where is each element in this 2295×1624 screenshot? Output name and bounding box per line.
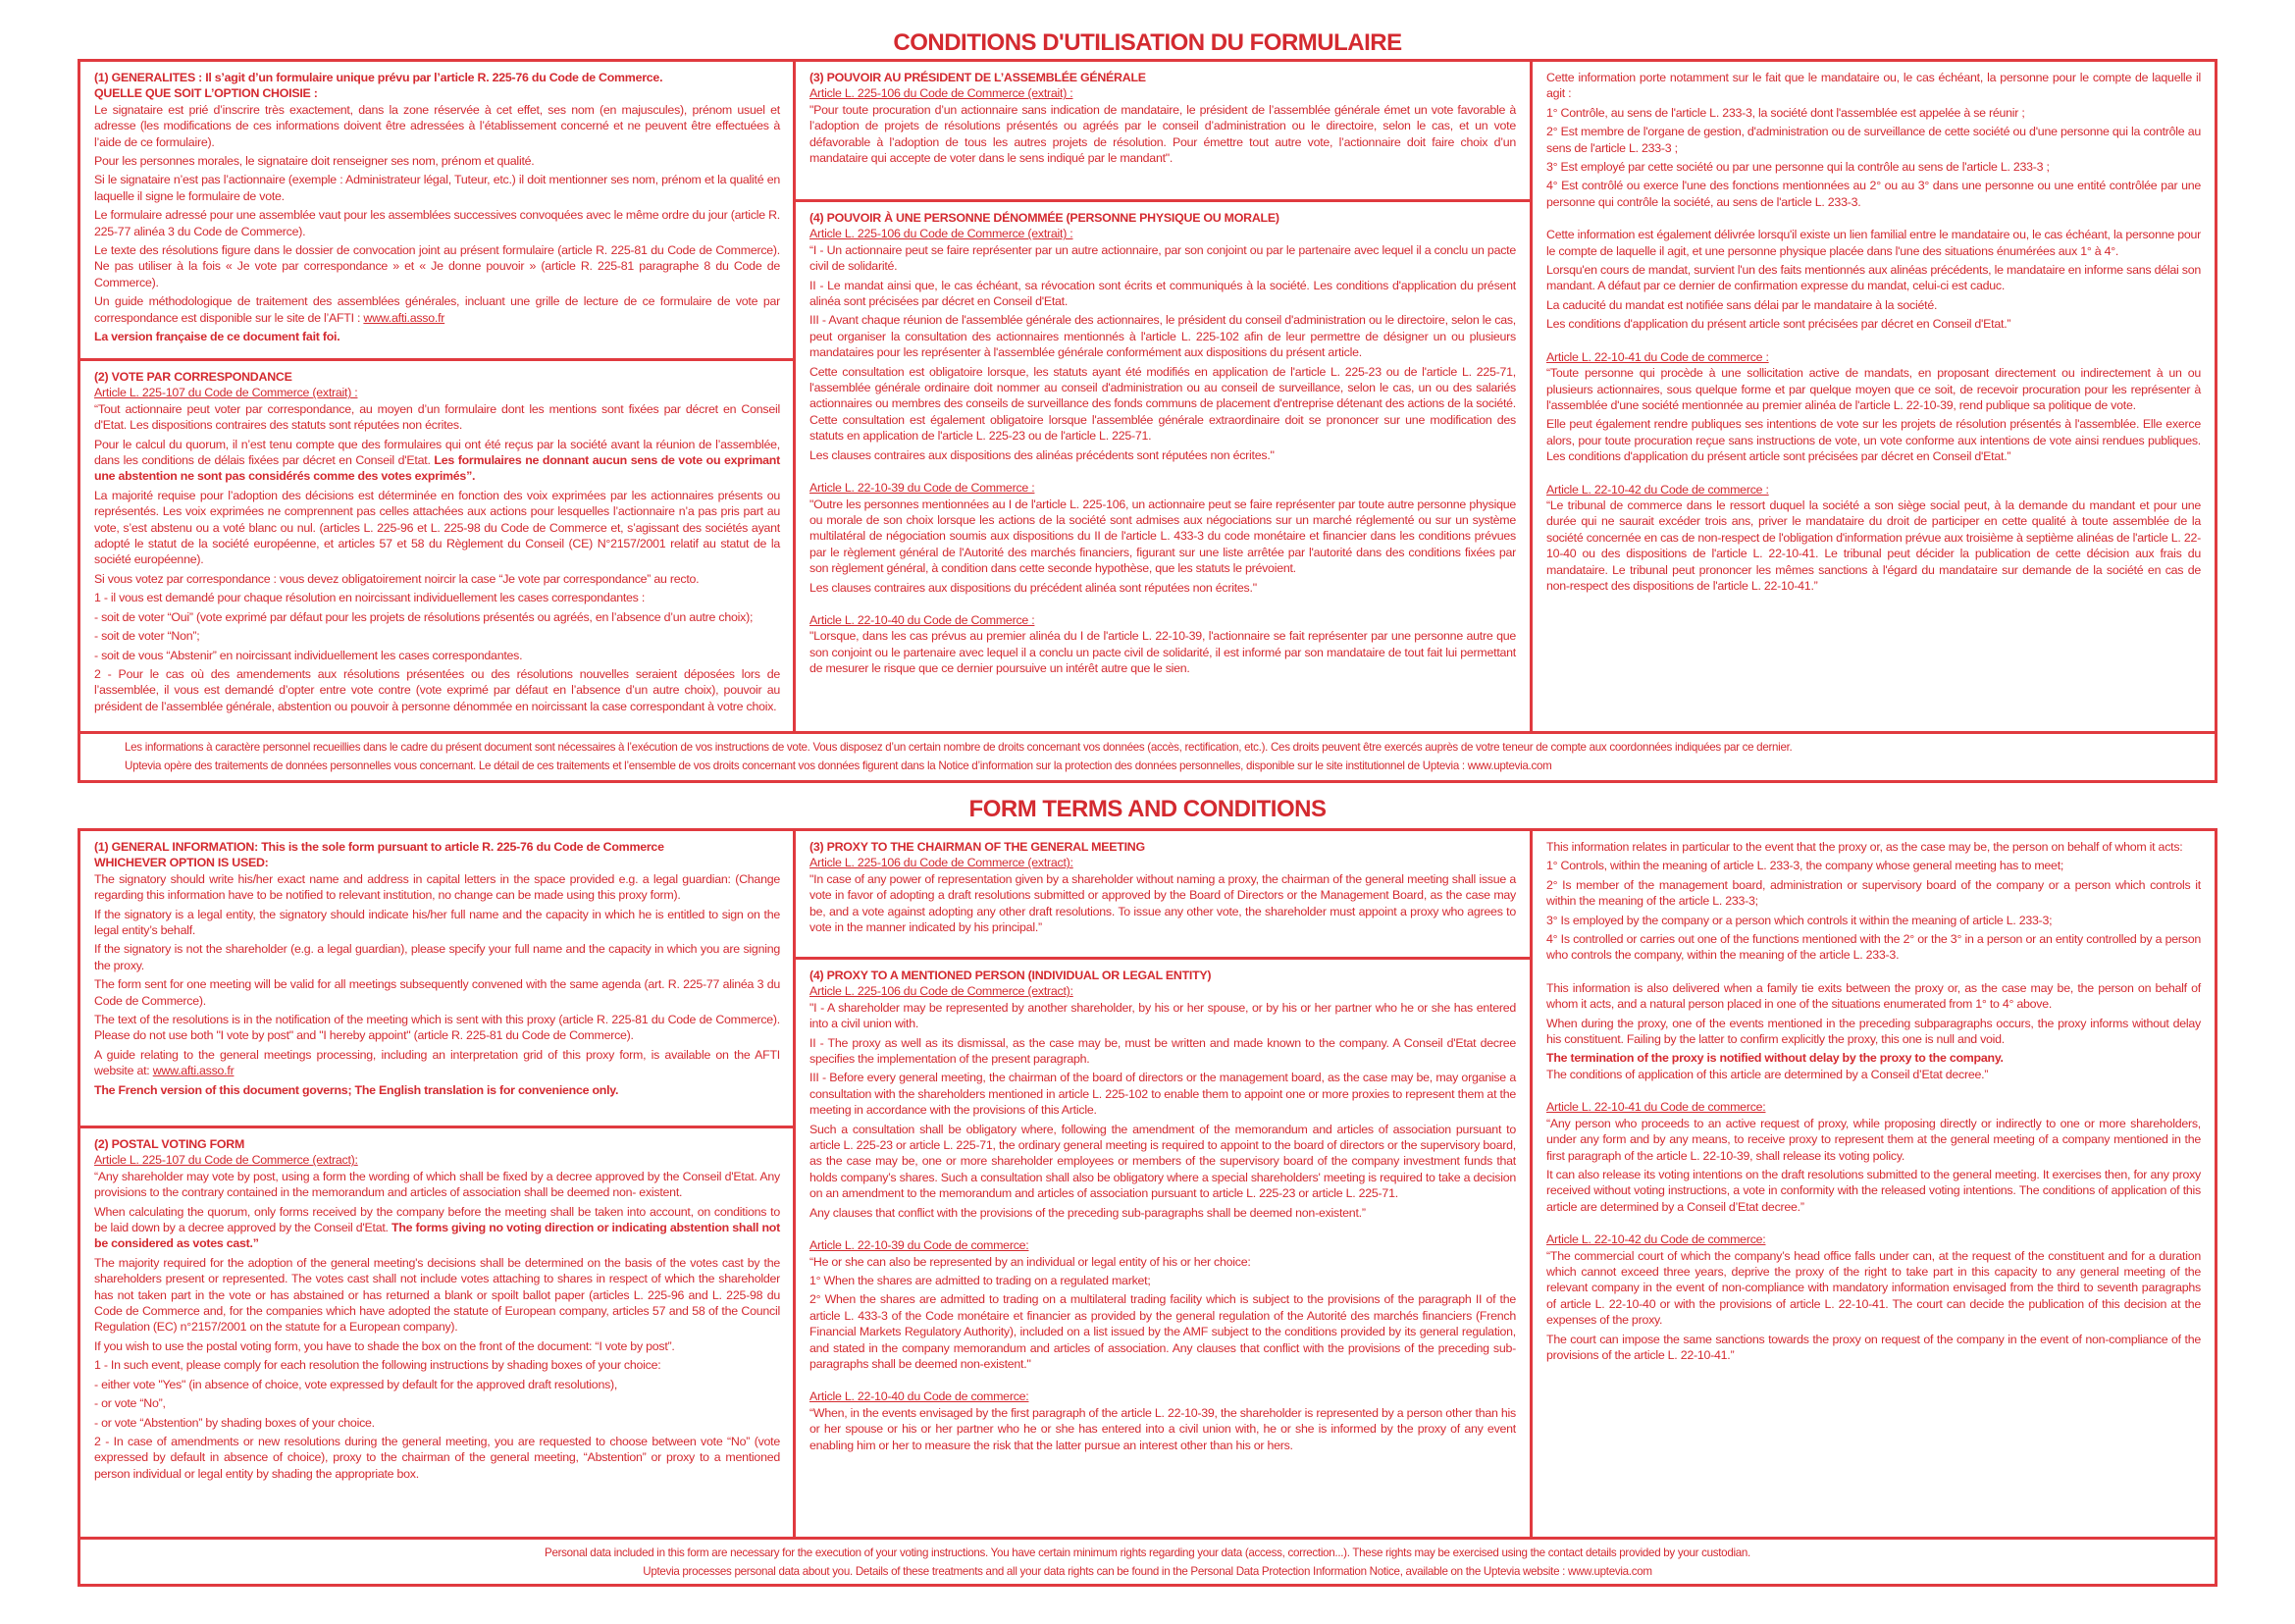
article-reference: Article L. 225-106 du Code de Commerce (extract):	[809, 984, 1073, 999]
paragraph: 2° Est membre de l'organe de gestion, d'administration ou de surveillance de cette société ou d'une personne qui la contrôle au sens de l'article L. 233-3 ;	[1546, 125, 2201, 155]
paragraph: The form sent for one meeting will be valid for all meetings subsequently convened with the same agenda (art. R. 225-77 alinéa 3 du Code de Commerce).	[94, 977, 780, 1008]
text: Un guide méthodologique de traitement des assemblées générales, incluant une grille de lecture de ce formulaire de vote par correspondance est disponible sur le site de l’AFTI :	[94, 294, 780, 325]
section-heading: (4) PROXY TO A MENTIONED PERSON (INDIVIDUAL OR LEGAL ENTITY)	[809, 969, 1212, 982]
paragraph: II - Le mandat ainsi que, le cas échéant, sa révocation sont écrits et communiqués à la société. Les conditions d'application du présent alinéa sont précisées par décret en Conseil d'Etat.	[809, 278, 1516, 309]
paragraph: Any clauses that conflict with the provisions of the preceding sub-paragraphs shall be deemed non-existent.”	[809, 1205, 1366, 1220]
article-reference: Article L. 22-10-39 du Code de Commerce :	[809, 481, 1035, 496]
afti-website-link[interactable]: www.afti.asso.fr	[152, 1064, 235, 1078]
paragraph: The conditions of application of this article are determined by a Conseil d’Etat decree.”	[1546, 1067, 1989, 1081]
section-heading: La version française de ce document fait foi.	[94, 330, 340, 344]
paragraph: 1 - In such event, please comply for each resolution the following instructions by shading boxes of your choice:	[94, 1358, 661, 1373]
paragraph: It can also release its voting intentions on the draft resolutions submitted to the general meeting. It exercises then, for any proxy received without voting instructions, a vote in conformity with the released voting intentions. The conditions of application of this article are determined by a Conseil d’Etat decree.”	[1546, 1167, 2201, 1214]
section-heading: The French version of this document governs; The English translation is for convenience only.	[94, 1082, 619, 1097]
section-heading: (3) PROXY TO THE CHAIRMAN OF THE GENERAL MEETING	[809, 840, 1145, 854]
article-reference: Article L. 22-10-40 du Code de Commerce :	[809, 612, 1035, 627]
paragraph: 1° When the shares are admitted to trading on a regulated market;	[809, 1273, 1151, 1287]
paragraph: 2 - Pour le cas où des amendements aux résolutions présentées ou des résolutions nouvelles seraient déposées lors de l’assemblée, il vous est demandé d’opter entre vote contre (vote exprimé par défaut en l’absence d’un autre choix), pouvoir au président de l’assemblée générale, abstention ou pouvoir à personne dénommée en noircissant la case correspondant à votre choix.	[94, 666, 780, 713]
paragraph: 2° When the shares are admitted to trading on a multilateral trading facility which is subject to the provisions of the paragraph II of the article L. 433-3 of the Code monétaire et financier as provided by the general regulation of the Autorité des marchés financiers (French Financial Markets Regulatory Authority), included on a list issued by the AMF subject to the conditions provided by its general regulation, and stated in the company memorandum and articles of association. Any clauses that conflict with the provisions of the preceding sub-paragraphs shall be deemed non-existent."	[809, 1292, 1516, 1371]
paragraph: Le texte des résolutions figure dans le dossier de convocation joint au présent formulaire (article R. 225-81 du Code de Commerce). Ne pas utiliser à la fois « Je vote par correspondance » et « Je donne pouvoir » (article R. 225-81 paragraphe 8 du Code de Commerce).	[94, 243, 780, 289]
paragraph: Such a consultation shall be obligatory where, following the amendment of the memorandum and articles of association pursuant to article L. 225-23 or article L. 225-71, the ordinary general meeting is required to appoint to the board of directors or the supervisory board, as the case may be, one or more shareholder employees or members of the supervisory board of the company investment funds that holds company’s shares. Such a consultation shall also be obligatory where a special shareholders' meeting is required to take a decision on an amendment to the memorandum and articles of association pursuant to article L. 225-23 or article L. 225-71.	[809, 1122, 1516, 1201]
paragraph: 1° Controls, within the meaning of article L. 233-3, the company whose general meeting has to meet;	[1546, 859, 2064, 873]
fr-section-general	[80, 62, 794, 358]
paragraph: 3° Est employé par cette société ou par une personne qui la contrôle au sens de l'article L. 233-3 ;	[1546, 160, 2050, 175]
french-section-title: CONDITIONS D'UTILISATION DU FORMULAIRE	[893, 29, 1402, 56]
spacer	[1546, 1218, 2201, 1231]
spacer	[809, 1375, 1516, 1388]
section-heading: (4) POUVOIR À UNE PERSONNE DÉNOMMÉE (PERSONNE PHYSIQUE OU MORALE)	[809, 211, 1279, 225]
paragraph: If the signatory is a legal entity, the signatory should indicate his/her full name and the capacity in which he is entitled to sign on the legal entity’s behalf.	[94, 907, 780, 938]
paragraph: This information is also delivered when a family tie exits between the proxy or, as the case may be, the person on behalf of whom it acts, and a natural person placed in one of the situations enumerated from 1° to 4° above.	[1546, 980, 2201, 1012]
spacer	[1546, 336, 2201, 349]
paragraph: The text of the resolutions is in the notification of the meeting which is sent with this proxy (article R. 225-81 du Code de Commerce). Please do not use both "I vote by post" and "I hereby appoint" (article R. 225-81 du Code de Commerce).	[94, 1013, 780, 1043]
paragraph: “Le tribunal de commerce dans le ressort duquel la société a son siège social peut, à la demande du mandant et pour une durée qui ne saurait excéder trois ans, priver le mandataire du droit de participer en cette qualité à toute assemblée de la société concernée en cas de non-respect de l'obligation d'information prévue aux troisième à septième alinéas de l'article L. 22-10-40 ou des dispositions de l'article L. 22-10-41. Le tribunal peut décider la publication de cette décision aux frais du mandataire. Le tribunal peut prononcer les mêmes sanctions à l'égard du mandataire sur demande de la société en cas de non-respect des dispositions de l'article L. 22-10-41.”	[1546, 498, 2201, 593]
paragraph: La majorité requise pour l’adoption des décisions est déterminée en fonction des voix exprimées par les actionnaires présents ou représentés. Les voix exprimées ne comprennent pas celles attachées aux actions pour lesquelles l’actionnaire n’a pas pris part au vote, s’est abstenu ou a voté blanc ou nul. (articles L. 225-96 et L. 225-98 du Code de Commerce et, s’agissant des sociétés ayant adopté le statut de la société européenne, et articles 57 et 58 du Règlement du Conseil (CE) N°2157/2001 relatif au statut de la société européenne).	[94, 488, 780, 567]
paragraph: 2° Is member of the management board, administration or supervisory board of the company or a person which controls it within the meaning of the article L. 233-3;	[1546, 877, 2201, 909]
paragraph: Cette information est également délivrée lorsqu'il existe un lien familial entre le mandataire ou, le cas échéant, la personne pour le compte de laquelle il agit, et une personne physique placée dans l'une des situations énumérées aux 1° à 4°.	[1546, 228, 2201, 258]
paragraph	[94, 437, 780, 485]
paragraph: “Toute personne qui procède à une sollicitation active de mandats, en proposant directement ou indirectement à un ou plusieurs actionnaires, sous quelque forme et par quelque moyen que ce soit, de recevoir procuration pour les représenter à l'assemblée d'une société mentionnée au premier alinéa de l'article L. 22-10-39, rend publique sa politique de vote.	[1546, 366, 2201, 412]
paragraph	[94, 1047, 780, 1079]
article-reference: Article L. 225-107 du Code de Commerce (extrait) :	[94, 386, 358, 400]
paragraph: “Any person who proceeds to an active request of proxy, while proposing directly or indirectly to one or more shareholders, under any form and by any means, to receive proxy to represent them at the general meeting of a company mentioned in the first paragraph of the article L. 22-10-39, shall release its voting policy.	[1546, 1116, 2201, 1163]
en-privacy-line: Uptevia processes personal data about you. Details of these treatments and all your data rights can be found in the Personal Data Protection Information Notice, available on the Uptevia website : www.uptevia.com	[643, 1565, 1652, 1578]
article-reference: Article L. 225-106 du Code de Commerce (extrait) :	[809, 227, 1073, 241]
paragraph: Lorsqu'en cours de mandat, survient l'un des faits mentionnés aux alinéas précédents, le mandataire en informe sans délai son mandant. A défaut par ce dernier de confirmation expresse du mandat, celui-ci est caduc.	[1546, 263, 2201, 293]
paragraph: Si vous votez par correspondance : vous devez obligatoirement noircir la case “Je vote par correspondance” au recto.	[94, 571, 700, 586]
paragraph: “He or she can also be represented by an individual or legal entity of his or her choice:	[809, 1254, 1251, 1269]
text: Pour le calcul du quorum, il n’est tenu compte que des formulaires qui ont été reçus par la société avant la réunion de l’assemblée, dans les conditions de délais fixées par décret en Conseil d'Etat.	[94, 437, 780, 468]
paragraph: Le signataire est prié d’inscrire très exactement, dans la zone réservée à cet effet, ses nom (en majuscules), prénom usuel et adresse (les modifications de ces informations doivent être adressées à l’établissement concerné et ne peuvent être effectuées à l’aide de ce formulaire).	[94, 102, 780, 149]
paragraph: "Pour toute procuration d’un actionnaire sans indication de mandataire, le président de l’assemblée générale émet un vote favorable à l’adoption de projets de résolutions présentés ou agréés par le conseil d’administration ou le directoire, selon le cas, et un vote défavorable à l’adoption de tous les autres projets de résolution. Pour émettre tout autre vote, l’actionnaire doit faire choix d’un mandataire qui accepte de voter dans le sens indiqué par le mandant".	[809, 102, 1516, 166]
en-column-1	[80, 831, 794, 1537]
paragraph: - or vote “Abstention” by shading boxes of your choice.	[94, 1415, 375, 1430]
paragraph: 2 - In case of amendments or new resolutions during the general meeting, you are requested to choose between vote “No” (vote expressed by default in absence of choice), proxy to the chairman of the general meeting, “Abstention” or proxy to a mentioned person individual or legal entity by shading the appropriate box.	[94, 1434, 780, 1481]
spacer	[1546, 1085, 2201, 1099]
section-heading: (2) VOTE PAR CORRESPONDANCE	[94, 370, 292, 384]
paragraph: Les conditions d'application du présent article sont précisées par décret en Conseil d'Etat.”	[1546, 317, 2011, 332]
section-heading: (1) GENERALITES : Il s’agit d’un formulaire unique prévu par l’article R. 225-76 du Code de Commerce.	[94, 71, 663, 84]
section-heading: QUELLE QUE SOIT L’OPTION CHOISIE :	[94, 86, 318, 101]
paragraph: Les clauses contraires aux dispositions du précédent alinéa sont réputées non écrites."	[809, 580, 1257, 595]
fr-section-articles	[1533, 62, 2215, 731]
paragraph: III - Avant chaque réunion de l'assemblée générale des actionnaires, le président du conseil d'administration ou le directoire, selon le cas, peut organiser la consultation des actionnaires mentionnés à l'article L. 225-102 afin de leur permettre de désigner un ou plusieurs mandataires pour les représenter à l'assemblée générale conformément aux dispositions du présent article.	[809, 313, 1516, 360]
section-heading: The termination of the proxy is notified without delay by the proxy to the company.	[1546, 1051, 2004, 1066]
paragraph: 1 - il vous est demandé pour chaque résolution en noircissant individuellement les cases correspondantes :	[94, 591, 646, 605]
afti-website-link[interactable]: www.afti.asso.fr	[363, 310, 445, 325]
spacer	[809, 466, 1516, 480]
paragraph: “Any shareholder may vote by post, using a form the wording of which shall be fixed by a decree approved by the Conseil d'Etat. Any provisions to the contrary contained in the memorandum and articles of association shall be deemed non- existent.	[94, 1169, 780, 1200]
paragraph: Si le signataire n’est pas l’actionnaire (exemple : Administrateur légal, Tuteur, etc.) il doit mentionner ses nom, prénom et la qualité en laquelle il signe le formulaire de vote.	[94, 173, 780, 203]
text: When calculating the quorum, only forms received by the company before the meeting shall be taken into account, on conditions to be laid down by a decree approved by the Conseil d'Etat.	[94, 1204, 780, 1235]
paragraph: - soit de voter “Oui” (vote exprimé par défaut pour les projets de résolutions présentés ou agréés, en l’absence d’un autre choix);	[94, 609, 754, 624]
paragraph: - soit de vous “Abstenir” en noircissant individuellement les cases correspondantes.	[94, 648, 523, 662]
en-section-proxy-person	[796, 960, 1530, 1537]
paragraph: - either vote "Yes" (in absence of choice, vote expressed by default for the approved draft resolutions),	[94, 1377, 618, 1391]
paragraph: The court can impose the same sanctions towards the proxy on request of the company in the event of non-compliance of the provisions of the article L. 22-10-41.”	[1546, 1332, 2201, 1362]
paragraph: “The commercial court of which the company’s head office falls under can, at the request of the constituent and for a duration which cannot exceed three years, deprive the proxy of the right to take part in this capacity to any general meeting of the relevant company in the event of non-compliance with mandatory information envisaged from the third to seventh paragraphs of article L. 22-10-40 or with the provisions of article L. 22-10-41. The court can decide the publication of this decision at the expenses of the proxy.	[1546, 1248, 2201, 1328]
english-section-title: FORM TERMS AND CONDITIONS	[968, 796, 1327, 822]
fr-column-3	[1533, 62, 2215, 731]
article-reference: Article L. 22-10-39 du Code de commerce:	[809, 1238, 1029, 1253]
fr-section-postal-vote	[80, 361, 794, 731]
en-section-general	[80, 831, 794, 1126]
bold-text: Les formulaires ne donnant aucun sens de vote ou exprimant une abstention ne sont pas considérés comme des votes exprimés”.	[94, 453, 780, 484]
article-reference: Article L. 225-106 du Code de Commerce (extract):	[809, 856, 1073, 870]
article-reference: Article L. 22-10-42 du Code de commerce :	[1546, 482, 1769, 497]
paragraph	[94, 1204, 780, 1252]
paragraph: Elle peut également rendre publiques ses intentions de vote sur les projets de résolution présentés à l'assemblée. Elle exerce alors, pour toute procuration reçue sans instructions de vote, un vote conforme aux intentions de vote ainsi rendues publiques. Les conditions d'application du présent article sont précisées par décret en Conseil d'Etat.”	[1546, 417, 2201, 464]
text: A guide relating to the general meetings processing, including an interpretation grid of this proxy form, is available on the AFTI website at:	[94, 1047, 780, 1078]
paragraph: Les clauses contraires aux dispositions des alinéas précédents sont réputées non écrites."	[809, 447, 1275, 462]
en-privacy-notice	[78, 1540, 2217, 1587]
fr-privacy-line: Les informations à caractère personnel recueillies dans le cadre du présent document sont nécessaires à l’exécution de vos instructions de vote. Vous disposez d’un certain nombre de droits concernant vos données (accès, rectification, etc.). Ces droits peuvent être exercés auprès de votre teneur de compte aux coordonnées indiquées par ce dernier.	[125, 741, 1793, 754]
paragraph: “Tout actionnaire peut voter par correspondance, au moyen d’un formulaire dont les mentions sont fixées par décret en Conseil d'Etat. Les dispositions contraires des statuts sont réputées non écrites.	[94, 401, 780, 433]
paragraph: La caducité du mandat est notifiée sans délai par le mandataire à la société.	[1546, 297, 1938, 312]
french-terms-frame	[78, 59, 2217, 734]
paragraph: 4° Is controlled or carries out one of the functions mentioned with the 2° or the 3° in a person or an entity controlled by a person who controls the company, within the meaning of the article L. 233-3.	[1546, 932, 2201, 963]
paragraph: - soit de voter “Non”;	[94, 629, 200, 644]
paragraph: When during the proxy, one of the events mentioned in the preceding subparagraphs occurs, the proxy informs without delay his constituent. Failing by the latter to confirm explicitly the proxy, this one is null and void.	[1546, 1016, 2201, 1047]
paragraph: - or vote “No”,	[94, 1396, 166, 1411]
article-reference: Article L. 22-10-40 du Code de commerce:	[809, 1389, 1029, 1404]
spacer	[1546, 468, 2201, 482]
spacer	[1546, 213, 2201, 227]
paragraph: Cette consultation est obligatoire lorsque, les statuts ayant été modifiés en application de l'article L. 225-23 ou de l'article L. 225-71, l'assemblée générale ordinaire doit nommer au conseil d'administration ou au conseil de surveillance, selon le cas, un ou des salariés actionnaires ou membres des conseils de surveillance des fonds communs de placement d'entreprise détenant des actions de la société. Cette consultation est également obligatoire lorsque l'assemblée générale extraordinaire doit se prononcer sur une modification des statuts en application de l'article L. 225-23 ou de l'article L. 225-71.	[809, 364, 1516, 444]
paragraph: The majority required for the adoption of the general meeting's decisions shall be determined on the basis of the votes cast by the shareholders present or represented. The votes cast shall not include votes attaching to shares in respect of which the shareholder has not taken part in the vote or has abstained or has returned a blank or spoilt ballot paper (articles L. 225-96 and L. 225-98 du Code de Commerce and, for the companies which have adopted the statute of European company, articles 57 and 58 of the Council Regulation (EC) n°2157/2001 on the statute for a European company).	[94, 1255, 780, 1335]
paragraph: “When, in the events envisaged by the first paragraph of the article L. 22-10-39, the shareholder is represented by a person other than his or her spouse or his or her partner who he or she has entered into a civil union with, he or she is informed by the proxy of any event enabling him or her to measure the risk that the latter pursue an interest other than his or hers.	[809, 1405, 1516, 1452]
spacer	[1546, 967, 2201, 980]
spacer	[809, 1224, 1516, 1237]
paragraph: "Lorsque, dans les cas prévus au premier alinéa du I de l'article L. 22-10-39, l'actionnaire se fait représenter par une personne autre que son conjoint ou le partenaire avec lequel il a conclu un pacte civil de solidarité, il est informé par son mandataire de tout fait lui permettant de mesurer le risque que ce dernier poursuive un intérêt autre que le sien.	[809, 629, 1516, 676]
paragraph: "I - A shareholder may be represented by another shareholder, by his or her spouse, or by his or her partner who he or she has entered into a civil union with.	[809, 1000, 1516, 1031]
paragraph	[94, 293, 780, 326]
fr-section-proxy-person	[796, 202, 1530, 731]
paragraph: 1° Contrôle, au sens de l'article L. 233-3, la société dont l'assemblée est appelée à se réunir ;	[1546, 105, 2025, 120]
paragraph: 4° Est contrôlé ou exerce l'une des fonctions mentionnées au 2° ou au 3° dans une personne ou une entité contrôlée par une personne qui contrôle la société, au sens de l'article L. 233-3.	[1546, 179, 2201, 209]
article-reference: Article L. 225-106 du Code de Commerce (extrait) :	[809, 86, 1073, 101]
bold-text: The forms giving no voting direction or indicating abstention shall not be considered as votes cast.”	[94, 1221, 780, 1251]
article-reference: Article L. 22-10-42 du Code de commerce:	[1546, 1232, 1766, 1247]
fr-privacy-line: Uptevia opère des traitements de données personnelles vous concernant. Le détail de ces traitements et l’ensemble de vos droits concernant vos données figurent dans la Notice d’information sur la protection des données personnelles, disponible sur le site institutionnel de Uptevia : www.uptevia.com	[125, 760, 1552, 772]
fr-privacy-notice	[78, 734, 2217, 783]
paragraph: This information relates in particular to the event that the proxy or, as the case may be, the person on behalf of whom it acts:	[1546, 840, 2183, 854]
paragraph: 3° Is employed by the company or a person which controls it within the meaning of article L. 233-3;	[1546, 913, 2053, 927]
paragraph: Cette information porte notamment sur le fait que le mandataire ou, le cas échéant, la personne pour le compte de laquelle il agit :	[1546, 71, 2201, 101]
paragraph: “I - Un actionnaire peut se faire représenter par un autre actionnaire, par son conjoint ou par le partenaire avec lequel il a conclu un pacte civil de solidarité.	[809, 242, 1516, 274]
paragraph: Le formulaire adressé pour une assemblée vaut pour les assemblées successives convoquées avec le même ordre du jour (article R. 225-77 alinéa 3 du Code de Commerce).	[94, 208, 780, 238]
en-column-3	[1533, 831, 2215, 1537]
paragraph: II - The proxy as well as its dismissal, as the case may be, must be written and made known to the company. A Conseil d'Etat decree specifies the implementation of the present paragraph.	[809, 1035, 1516, 1067]
article-reference: Article L. 22-10-41 du Code de commerce:	[1546, 1100, 1766, 1115]
en-section-postal-vote	[80, 1128, 794, 1537]
section-heading: WHICHEVER OPTION IS USED:	[94, 856, 269, 870]
fr-column-2	[796, 62, 1530, 731]
paragraph: The signatory should write his/her exact name and address in capital letters in the space provided e.g. a legal guardian: (Change regarding this information have to be notified to relevant institution, no change can be made using this proxy form).	[94, 871, 780, 903]
en-privacy-line: Personal data included in this form are necessary for the execution of your voting instructions. You have certain minimum rights regarding your data (access, correction...). These rights may be exercised using the contact details provided by your custodian.	[545, 1546, 1750, 1559]
fr-column-1	[80, 62, 794, 731]
fr-section-proxy-chairman	[796, 62, 1530, 199]
article-reference: Article L. 225-107 du Code de Commerce (extract):	[94, 1153, 358, 1168]
paragraph: If you wish to use the postal voting form, you have to shade the box on the front of the document: “I vote by post”.	[94, 1338, 675, 1353]
en-column-2	[796, 831, 1530, 1537]
paragraph: "In case of any power of representation given by a shareholder without naming a proxy, the chairman of the general meeting shall issue a vote in favor of adopting a draft resolutions submitted or approved by the Board of Directors or the Management Board, as the case may be, and a vote against adopting any other draft resolutions. To issue any other vote, the shareholder must appoint a proxy who agrees to vote in the manner indicated by his principal.”	[809, 871, 1516, 935]
paragraph: "Outre les personnes mentionnées au I de l'article L. 225-106, un actionnaire peut se faire représenter par toute autre personne physique ou morale de son choix lorsque les actions de la société sont admises aux négociations sur un marché réglementé ou sur un système multilatéral de négociation soumis aux dispositions du II de l'article L. 433-3 du code monétaire et financier dans les conditions prévues par le règlement général de l'Autorité des marchés financiers, figurant sur une liste arrêtée par l'autorité dans des conditions fixées par son règlement général, à condition dans cette seconde hypothèse, que les statuts le prévoient.	[809, 497, 1516, 576]
section-heading: (3) POUVOIR AU PRÉSIDENT DE L’ASSEMBLÉE GÉNÉRALE	[809, 71, 1146, 84]
section-heading: (1) GENERAL INFORMATION: This is the sole form pursuant to article R. 225-76 du Code de Commerce	[94, 840, 664, 854]
paragraph: III - Before every general meeting, the chairman of the board of directors or the management board, as the case may be, may organise a consultation with the shareholders mentioned in article L. 225-102 to enable them to appoint one or more proxies to represent them at the meeting in accordance with the provisions of this Article.	[809, 1071, 1516, 1118]
section-heading: (2) POSTAL VOTING FORM	[94, 1137, 245, 1151]
en-section-proxy-chairman	[796, 831, 1530, 957]
english-terms-frame	[78, 828, 2217, 1540]
paragraph: Pour les personnes morales, le signataire doit renseigner ses nom, prénom et qualité.	[94, 154, 535, 169]
article-reference: Article L. 22-10-41 du Code de commerce :	[1546, 349, 1769, 364]
paragraph: If the signatory is not the shareholder (e.g. a legal guardian), please specify your full name and the capacity in which you are signing the proxy.	[94, 942, 780, 972]
en-section-articles	[1533, 831, 2215, 1537]
spacer	[809, 599, 1516, 612]
